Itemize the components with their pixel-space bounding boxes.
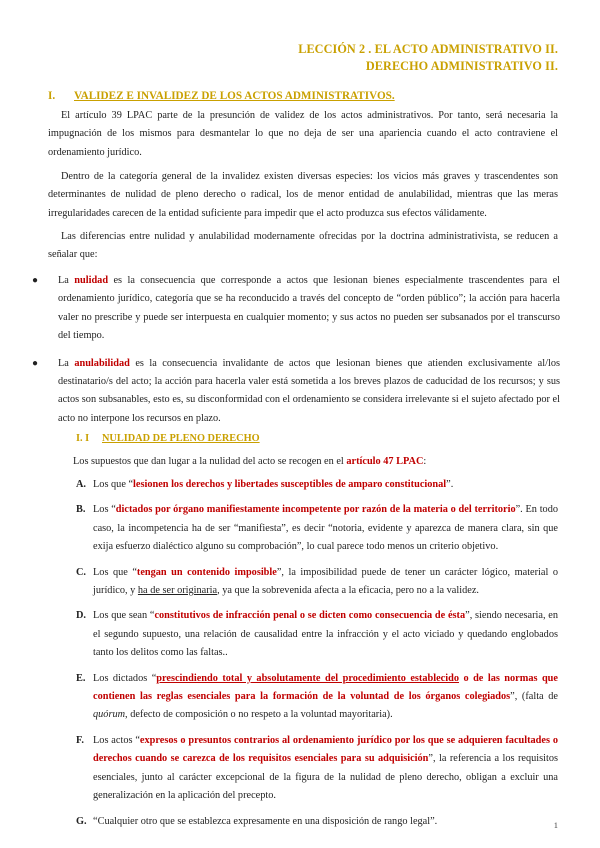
- case-text: “Cualquier otro que se establezca expresamente en una disposición de rango legal”.: [93, 815, 438, 827]
- header-line-2: DERECHO ADMINISTRATIVO II.: [365, 59, 558, 73]
- section-heading: [48, 90, 395, 102]
- case-letter: A.: [76, 479, 87, 490]
- case-item-f: [76, 732, 558, 806]
- term-nulidad: nulidad: [74, 275, 109, 286]
- bullet-text: es la consecuencia que corresponde a actos que lesionan bienes especialmente trascendentes para el ordenamiento jurídico, categoría que se ha reconducido a través del concepto de “orden público”; la acción para hacerla valer no prescribe y puede ser interpuesta en cualquier momento; y sus actos no pueden ser subsanados por el transcurso del tiempo.: [58, 275, 561, 342]
- bullet-item-nulidad: [30, 272, 560, 346]
- case-letter: G.: [76, 815, 87, 827]
- intro-end: :: [423, 456, 427, 467]
- case-mid: ”, la imposibilidad puede de tener un carácter lógico, material o jurídico, y: [93, 566, 558, 597]
- case-letter: E.: [76, 672, 86, 684]
- law-reference: artículo 47 LPAC: [346, 456, 424, 467]
- case-pre: Los dictados “: [93, 672, 157, 684]
- case-emphasis: o de las normas que contienen las reglas esenciales para la formación de la voluntad de los órganos colegiados: [93, 672, 558, 703]
- subsection-title: NULIDAD DE PLENO DERECHO: [102, 433, 260, 444]
- paragraph-presumption: El artículo 39 LPAC parte de la presunción de validez de los actos administrativos. Por tanto, será necesaria la impugnación de los mismos para desmantelar lo que no deja de ser una apariencia cuando el acto contraviene el ordenamiento jurídico.: [48, 110, 558, 158]
- case-item-b: [76, 501, 558, 556]
- case-emphasis-underlined: prescindiendo total y absolutamente del procedimiento establecido: [156, 672, 459, 684]
- case-emphasis: dictados por órgano manifiestamente incompetente por razón de la materia o del territorio: [115, 504, 516, 516]
- lesson-header: [298, 41, 558, 75]
- section-title: VALIDEZ E INVALIDEZ DE LOS ACTOS ADMINISTRATIVOS.: [74, 90, 395, 102]
- bullet-prefix: La: [58, 275, 75, 286]
- case-pre: Los “: [93, 504, 116, 516]
- case-post: ”, (falta de: [510, 691, 558, 703]
- case-emphasis: constitutivos de infracción penal o se dicten como consecuencia de ésta: [154, 610, 466, 622]
- case-post: ”. En todo caso, la incompetencia ha de ser “manifiesta”, es decir “notoria, evidente y aparezca de manera clara, sin que exija esfuerzo dialéctico alguno su comprobación”, lo cual parece todo menos un criterio objetivo.: [93, 504, 559, 553]
- case-item-d: [76, 607, 558, 662]
- case-letter: B.: [76, 504, 86, 516]
- case-pre: Los actos “: [93, 734, 140, 746]
- subsection-number: I. I: [76, 433, 90, 444]
- case-pre: Los que “: [93, 479, 134, 490]
- case-item-a: [76, 476, 558, 494]
- bullet-text: es la consecuencia invalidante de actos que lesionan bienes que atienden exclusivamente al/los destinatario/s del acto; la acción para hacerla valer está sometida a los breves plazos de caducidad de los recursos; y sus actos son subsanables, esto es, su disconformidad con el ordenamiento se considera irrelevante si el sujeto afectado por el acto no interpone los recursos en plazo.: [58, 357, 560, 424]
- bullet-dot-icon: ●: [32, 275, 39, 286]
- bullet-item-anulabilidad: [30, 355, 560, 429]
- paragraph-intro-art47: [60, 453, 558, 471]
- bullet-list: [30, 272, 560, 428]
- case-pre: Los que “: [93, 566, 137, 578]
- case-item-e: [76, 670, 558, 725]
- intro-text: Los supuestos que dan lugar a la nulidad del acto se recogen en el: [73, 456, 347, 467]
- nullity-cases-list: [76, 476, 558, 831]
- case-italic: quórum: [93, 709, 126, 721]
- page-number: 1: [553, 820, 558, 830]
- case-letter: D.: [76, 610, 87, 622]
- case-underlined: ha de ser originaria: [137, 585, 218, 597]
- bullet-dot-icon: ●: [32, 357, 39, 369]
- case-letter: F.: [76, 734, 84, 746]
- case-letter: C.: [76, 566, 87, 578]
- case-post-end: , defecto de composición o no respeto a la voluntad mayoritaria).: [125, 709, 393, 721]
- section-number: I.: [48, 90, 56, 102]
- subsection-heading: [76, 433, 260, 444]
- case-post: ”, siendo necesaria, en el segundo supuesto, una relación de causalidad entre la infracción y el acto viciado y quedando englobados tanto los delitos como las faltas..: [93, 610, 559, 659]
- header-line-1: LECCIÓN 2 . EL ACTO ADMINISTRATIVO II.: [298, 42, 558, 56]
- term-anulabilidad: anulabilidad: [74, 357, 130, 369]
- case-emphasis: tengan un contenido imposible: [136, 566, 277, 578]
- paragraph-differences: Las diferencias entre nulidad y anulabilidad modernamente ofrecidas por la doctrina administrativista, se reducen a señalar que:: [48, 231, 558, 261]
- case-emphasis: lesionen los derechos y libertades susceptibles de amparo constitucional: [133, 479, 447, 490]
- case-emphasis: expresos o presuntos contrarios al ordenamiento jurídico por los que se adquieren facultades o derechos cuando se carezca de los requisitos esenciales para su adquisición: [93, 734, 558, 765]
- case-post: , ya que la sobrevenida afecta a la eficacia, pero no a la validez.: [217, 585, 479, 597]
- paragraph-invalidity-types: Dentro de la categoría general de la invalidez existen diversas especies: los vicios más graves y trascendentes son determinantes de nulidad de pleno derecho o radical, los de menor entidad de anulabilidad, mientras que las meras irregularidades carecen de la entidad suficiente para impedir que el acto produzca sus efectos válidamente.: [48, 171, 558, 219]
- case-post: ”, la referencia a los requisitos esenciales, junto al carácter excepcional de la figura de la nulidad de pleno derecho, obligan a excluir una generalización en la aplicación del precepto.: [93, 753, 558, 802]
- case-item-c: [76, 564, 558, 601]
- case-post: ”.: [446, 479, 454, 490]
- bullet-prefix: La: [58, 357, 75, 369]
- case-pre: Los que sean “: [93, 610, 155, 622]
- case-item-g: [76, 813, 558, 831]
